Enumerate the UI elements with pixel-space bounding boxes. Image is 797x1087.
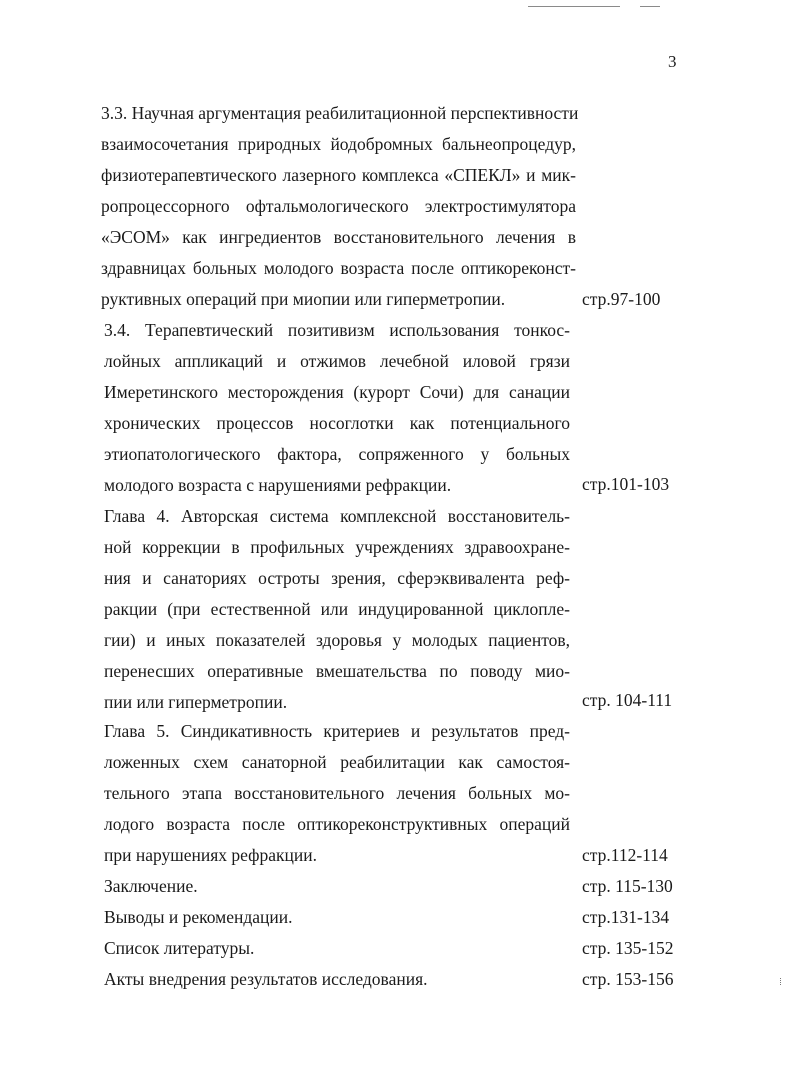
toc-entry-implementation-acts — [104, 964, 570, 995]
entry-text-line: Глава 4. Авторская система комплексной восстановитель- — [104, 506, 570, 526]
entry-text-line: ния и санаториях остроты зрения, сферэквивалента реф- — [104, 568, 570, 588]
page-number: 3 — [668, 52, 677, 71]
entry-text-line: тельного этапа восстановительного лечения больных мо- — [104, 783, 570, 803]
entry-text-line: здравницах больных молодого возраста после оптикореконст- — [101, 258, 576, 278]
entry-text-line: перенесших оперативные вмешательства по поводу мио- — [104, 661, 570, 681]
page-reference: стр. 135-152 — [582, 938, 674, 958]
scan-artifact-line — [528, 6, 620, 7]
scan-artifact-line — [640, 6, 660, 7]
page-reference: стр. 104-111 — [582, 690, 673, 710]
page-reference: стр.97-100 — [582, 289, 661, 309]
entry-text-line: 3.4. Терапевтический позитивизм использования тонкос- — [104, 320, 570, 340]
entry-text-line: этиопатологического фактора, сопряженного у больных — [104, 444, 570, 464]
entry-text-line: физиотерапевтического лазерного комплекса «СПЕКЛ» и мик- — [101, 165, 576, 185]
page-reference: стр.101-103 — [582, 474, 670, 494]
toc-entry-3-3 — [101, 98, 579, 315]
entry-text-line: хронических процессов носоглотки как потенциального — [104, 413, 570, 433]
page-reference: стр.112-114 — [582, 845, 668, 865]
page-reference: стр. 153-156 — [582, 969, 674, 989]
entry-text-line: руктивных операций при миопии или гиперметропии. — [101, 289, 506, 309]
page-reference: стр.131-134 — [582, 907, 670, 927]
entry-text-line: Имеретинского месторождения (курорт Сочи) для санации — [104, 382, 570, 402]
entry-text-line: Заключение. — [104, 876, 198, 896]
entry-text-line: пии или гиперметропии. — [104, 692, 288, 712]
scan-artifact-mark — [780, 978, 783, 985]
entry-text-line: при нарушениях рефракции. — [104, 845, 317, 865]
entry-text-line: Акты внедрения результатов исследования. — [104, 969, 428, 989]
entry-text-line: ложенных схем санаторной реабилитации как самостоя- — [104, 752, 570, 772]
entry-text-line: лойных аппликаций и отжимов лечебной иловой грязи — [104, 351, 570, 371]
entry-text-line: лодого возраста после оптикореконструктивных операций — [104, 814, 570, 834]
entry-text-line: 3.3. Научная аргументация реабилитационной перспективности — [101, 103, 579, 123]
toc-entry-findings — [104, 902, 570, 933]
entry-text-line: молодого возраста с нарушениями рефракции. — [104, 475, 452, 495]
entry-text-line: Список литературы. — [104, 938, 255, 958]
toc-entry-3-4 — [104, 315, 570, 501]
entry-text-line: ропроцессорного офтальмологического электростимулятора — [101, 196, 576, 216]
page-reference: стр. 115-130 — [582, 876, 673, 896]
toc-entry-chapter-4 — [104, 501, 570, 718]
entry-text-line: гии) и иных показателей здоровья у молодых пациентов, — [104, 630, 570, 650]
entry-text-line: ной коррекции в профильных учреждениях здравоохране- — [104, 537, 570, 557]
toc-entry-conclusion — [104, 871, 570, 902]
entry-text-line: взаимосочетания природных йодобромных бальнеопроцедур, — [101, 134, 576, 154]
toc-entry-references — [104, 933, 570, 964]
entry-text-line: ракции (при естественной или индуцированной циклопле- — [104, 599, 570, 619]
entry-text-line: «ЭСОМ» как ингредиентов восстановительного лечения в — [101, 227, 576, 247]
entry-text-line: Выводы и рекомендации. — [104, 907, 293, 927]
entry-text-line: Глава 5. Синдикативность критериев и результатов пред- — [104, 721, 570, 741]
toc-entry-chapter-5 — [104, 716, 570, 871]
